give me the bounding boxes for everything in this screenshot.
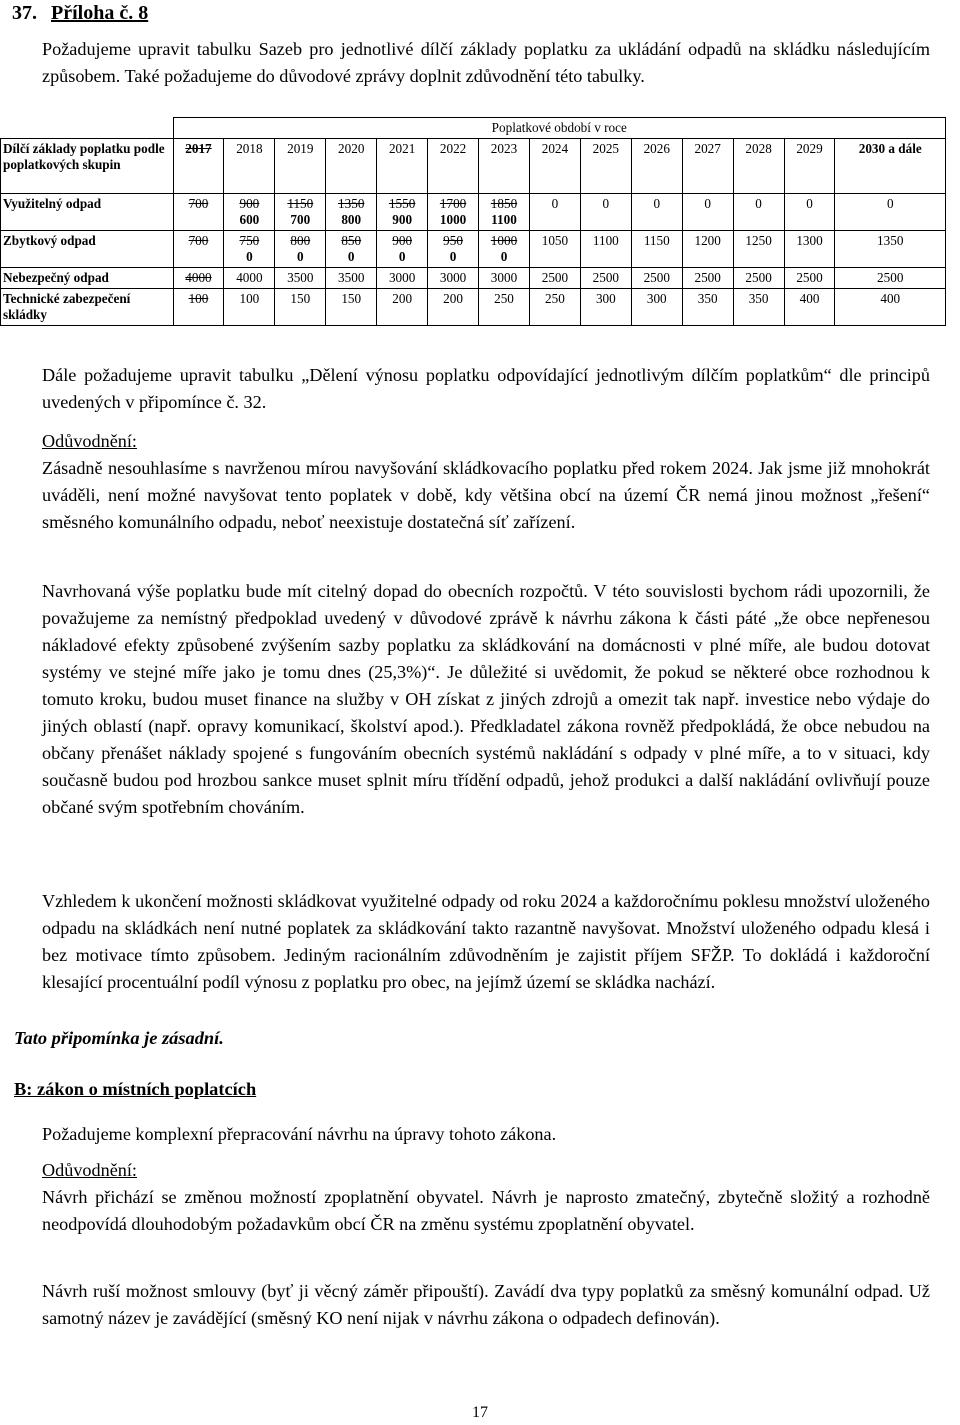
cell-value: 300 [595, 291, 616, 306]
table-cell [733, 231, 784, 268]
cell-value: 300 [646, 291, 667, 306]
table-cell [631, 289, 682, 326]
old-value: 850 [341, 233, 362, 248]
table-cell [326, 231, 377, 268]
table-row [1, 194, 946, 231]
year-header-0: 2017 [173, 139, 224, 194]
cell-value: 0 [886, 196, 894, 211]
cell-value: 0 [653, 196, 661, 211]
cell-value: 0 [755, 196, 762, 211]
cell-value: 250 [545, 291, 565, 306]
cell-value: 150 [290, 291, 311, 306]
paragraph-6: Návrh ruší možnost smlouvy (byť ji věcný záměr připouští). Zavádí dva typy poplatků za směsný komunální odpad. Už samotný název je zavádějící (směsný KO není nijak v návrhu zákona o odpadech definován). [42, 1281, 930, 1328]
old-value: 1150 [287, 196, 314, 211]
new-value: 0 [297, 249, 304, 264]
table-cell [275, 231, 326, 268]
old-value: 900 [392, 233, 413, 248]
table-cell [377, 268, 428, 289]
row-label: Využitelný odpad [1, 194, 174, 231]
new-value: 900 [392, 212, 413, 227]
year-header-13: 2030 a dále [835, 139, 946, 194]
table-cell [529, 289, 580, 326]
new-value: 0 [347, 249, 355, 264]
old-value: 1550 [388, 196, 416, 211]
table-row [1, 268, 946, 289]
old-value: 4000 [185, 270, 212, 285]
cell-value: 3500 [287, 270, 314, 285]
table-cell [275, 289, 326, 326]
table-cell [580, 194, 631, 231]
old-value: 1350 [338, 196, 365, 211]
cell-value: 200 [392, 291, 413, 306]
new-value: 700 [290, 212, 311, 227]
section-heading [12, 2, 148, 25]
table-cell [631, 231, 682, 268]
cell-value: 1050 [541, 233, 569, 248]
cell-value: 200 [443, 291, 463, 306]
table-cell [377, 231, 428, 268]
cell-value: 2500 [694, 270, 721, 285]
old-value: 1850 [490, 196, 518, 211]
cell-value: 350 [697, 291, 718, 306]
cell-value: 3000 [490, 270, 518, 285]
justification-label [42, 428, 930, 455]
row-header-label: Dílčí základy poplatku podle poplatkových skupin [1, 139, 174, 194]
old-value: 950 [443, 233, 463, 248]
year-header-9: 2026 [631, 139, 682, 194]
table-cell [682, 268, 733, 289]
table-header-row-period [1, 118, 946, 139]
justification-label-2-text: Odůvodnění: [42, 1160, 137, 1180]
table-cell [224, 268, 275, 289]
paragraph-3: Vzhledem k ukončení možnosti skládkovat využitelné odpady od roku 2024 a každoročnímu poklesu množství uloženého odpadu na skládkách není nutné poplatek za skládkování takto razantně navyšovat. Množství uloženého odpadu klesá i bez motivace tímto způsobem. Jediným racionálním zdůvodněním je zajistit příjem SFŽP. To dokládá i každoroční klesající procentuální podíl výnosu z poplatku pro obec, na jejímž území se skládka nachází. [42, 891, 930, 992]
cell-value: 400 [799, 291, 820, 306]
table-header-row-years [1, 139, 946, 194]
table-cell [835, 231, 946, 268]
table-cell [580, 268, 631, 289]
year-header-1: 2018 [224, 139, 275, 194]
table-cell [173, 231, 224, 268]
row-label: Nebezpečný odpad [1, 268, 174, 289]
cell-value: 2500 [745, 270, 772, 285]
old-value: 100 [188, 291, 209, 306]
cell-value: 2500 [643, 270, 670, 285]
cell-value: 1350 [877, 233, 904, 248]
table-cell [733, 268, 784, 289]
row-label: Zbytkový odpad [1, 231, 174, 268]
table-cell [377, 194, 428, 231]
table-cell [428, 289, 479, 326]
cell-value: 0 [704, 196, 711, 211]
cell-value: 0 [806, 196, 813, 211]
table-row [1, 289, 946, 326]
table-cell [428, 194, 479, 231]
cell-value: 0 [551, 196, 559, 211]
table-cell [784, 289, 835, 326]
section-b-heading: B: zákon o místních poplatcích [14, 1079, 257, 1099]
table-cell [479, 268, 530, 289]
cell-value: 2500 [592, 270, 620, 285]
cell-value: 0 [602, 196, 610, 211]
year-header-10: 2027 [682, 139, 733, 194]
table-cell [173, 289, 224, 326]
year-header-3: 2020 [326, 139, 377, 194]
cell-value: 350 [748, 291, 769, 306]
justification-label-2 [42, 1157, 930, 1184]
paragraph-2: Navrhovaná výše poplatku bude mít citelný dopad do obecních rozpočtů. V této souvislosti bychom rádi upozornili, že považujeme za nemístný předpoklad uvedený v důvodové zprávě k návrhu zákona k části páté „že obce nepřenesou nákladové efekty způsobené zvýšením sazby poplatku za skládkování na domácnosti v plné míře, ale budou dotovat systémy ve stejné míře jako je tomu dnes (25,3%)“. Je důležité si uvědomit, že pokud se některé obce rozhodnou k tomuto kroku, budou muset finance na služby v OH získat z jiných zdrojů a omezit tak např. investice nebo výdaje do jiných oblastí (např. opravy komunikací, školství apod.). Předkladatel zákona rovněž předpokládá, že obce nebudou na občany přenášet náklady spojené s fungováním obecních systémů nakládání s odpady v plné míře, a to v situaci, kdy současně budou pod hrozbou sankce muset splnit míru třídění odpadů, jehož produkci a další nakládání ovlivňují pouze občané svým spotřebním chováním. [42, 581, 930, 817]
cell-value: 2500 [877, 270, 904, 285]
cell-value: 3000 [439, 270, 467, 285]
table-cell [682, 289, 733, 326]
cell-value: 3000 [388, 270, 416, 285]
year-header-6: 2023 [479, 139, 530, 194]
new-value: 0 [500, 249, 508, 264]
year-header-8: 2025 [580, 139, 631, 194]
table-cell [835, 268, 946, 289]
cell-value: 1250 [745, 233, 772, 248]
table-cell [326, 289, 377, 326]
year-header-2: 2019 [275, 139, 326, 194]
cell-value: 250 [494, 291, 514, 306]
paragraph-1: Zásadně nesouhlasíme s navrženou mírou navyšování skládkovacího poplatku před rokem 2024. Jak jsme již mnohokrát uváděli, není možné navyšovat tento poplatek v době, kdy většina obcí na území ČR nemá jinou možnost „řešení“ směsného komunálního odpadu, neboť neexistuje dostatečná síť zařízení. [42, 458, 930, 532]
old-value: 800 [290, 233, 311, 248]
table-cell [479, 194, 530, 231]
cell-value: 150 [341, 291, 362, 306]
period-header: Poplatkové období v roce [173, 118, 946, 139]
table-cell [428, 231, 479, 268]
old-value: 900 [239, 196, 260, 211]
old-value: 700 [188, 233, 209, 248]
page-number: 17 [472, 1404, 488, 1421]
year-header-11: 2028 [733, 139, 784, 194]
table-cell [326, 268, 377, 289]
heading-number: 37. [12, 2, 37, 24]
cell-value: 1300 [796, 233, 823, 248]
table-cell [835, 194, 946, 231]
table-cell [733, 289, 784, 326]
essential-note: Tato připomínka je zásadní. [14, 1028, 224, 1048]
heading-title[interactable]: Příloha č. 8 [51, 2, 149, 24]
cell-value: 2500 [541, 270, 569, 285]
old-value: 1000 [490, 233, 518, 248]
intro-paragraph: Požadujeme upravit tabulku Sazeb pro jednotlivé dílčí základy poplatku za ukládání odpadů na skládku následujícím způsobem. Také požadujeme do důvodové zprávy doplnit zdůvodnění této tabulky. [42, 39, 930, 86]
cell-value: 4000 [236, 270, 263, 285]
new-value: 0 [246, 249, 253, 264]
table-cell [173, 268, 224, 289]
cell-value: 400 [880, 291, 901, 306]
table-cell [479, 289, 530, 326]
paragraph-4: Požadujeme komplexní přepracování návrhu na úpravy tohoto zákona. [42, 1124, 557, 1144]
table-corner [1, 118, 174, 139]
justification-label-text: Odůvodnění: [42, 431, 137, 451]
table-cell [631, 194, 682, 231]
table-cell [529, 231, 580, 268]
cell-value: 3500 [338, 270, 365, 285]
new-value: 0 [398, 249, 406, 264]
table-cell [529, 268, 580, 289]
table-cell [733, 194, 784, 231]
table-cell [529, 194, 580, 231]
table-cell [682, 194, 733, 231]
cell-value: 100 [239, 291, 260, 306]
new-value: 800 [341, 212, 362, 227]
paragraph-after-table: Dále požadujeme upravit tabulku „Dělení výnosu poplatku odpovídající jednotlivým dílčím poplatkům“ dle principů uvedených v připomínce č. 32. [42, 365, 930, 412]
table-cell [275, 194, 326, 231]
new-value: 1100 [491, 212, 517, 227]
table-cell [784, 268, 835, 289]
cell-value: 2500 [796, 270, 823, 285]
table-cell [326, 194, 377, 231]
rates-table [0, 117, 946, 326]
table-cell [428, 268, 479, 289]
table-row [1, 231, 946, 268]
table-cell [631, 268, 682, 289]
cell-value: 1150 [643, 233, 670, 248]
table-cell [479, 231, 530, 268]
table-cell [580, 231, 631, 268]
paragraph-5: Návrh přichází se změnou možností zpoplatnění obyvatel. Návrh je naprosto zmatečný, zbytečně složitý a rozhodně neodpovídá dlouhodobým požadavkům obcí ČR na změnu systému zpoplatnění obyvatel. [42, 1187, 930, 1234]
table-cell [580, 289, 631, 326]
new-value: 1000 [439, 212, 467, 227]
year-header-7: 2024 [529, 139, 580, 194]
table-cell [275, 268, 326, 289]
new-value: 600 [239, 212, 260, 227]
cell-value: 1100 [592, 233, 619, 248]
year-header-5: 2022 [428, 139, 479, 194]
table-cell [224, 289, 275, 326]
year-header-4: 2021 [377, 139, 428, 194]
table-cell [784, 194, 835, 231]
table-cell [224, 194, 275, 231]
old-value: 750 [239, 233, 260, 248]
table-cell [173, 194, 224, 231]
table-cell [224, 231, 275, 268]
cell-value: 1200 [694, 233, 721, 248]
table-cell [784, 231, 835, 268]
old-value: 1700 [439, 196, 467, 211]
old-value: 700 [188, 196, 209, 211]
table-cell [835, 289, 946, 326]
table-cell [682, 231, 733, 268]
row-label: Technické zabezpečení skládky [1, 289, 174, 326]
table-cell [377, 289, 428, 326]
year-header-12: 2029 [784, 139, 835, 194]
new-value: 0 [449, 249, 457, 264]
